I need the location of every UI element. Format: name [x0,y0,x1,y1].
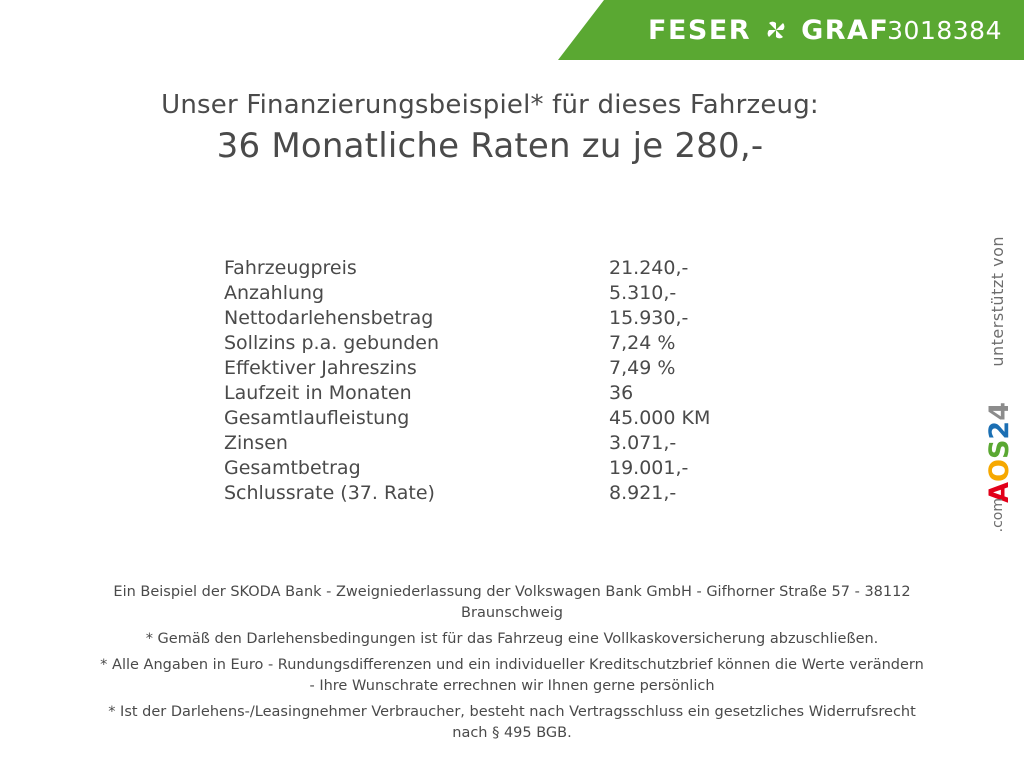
footnote-line-6: * Ist der Darlehens-/Leasingnehmer Verbraucher, besteht nach Vertragsschluss ein gesetzliches Widerrufsrecht [108,704,916,720]
footnote-line-3: * Gemäß den Darlehensbedingungen ist für das Fahrzeug eine Vollkaskoversicherung abzuschließen. [145,631,879,647]
row-label: Zinsen [224,432,288,454]
aos24-logo [984,402,1015,503]
four-leaf-clover-icon [763,17,789,43]
table-row [224,256,859,281]
row-value: 5.310,- [609,282,677,304]
row-label: Fahrzeugpreis [224,257,357,279]
table-row [224,481,859,506]
row-value: 3.071,- [609,432,677,454]
table-row [224,381,859,406]
aos24-letter-o: O [984,459,1015,482]
reference-number: 3018384 [887,16,1002,45]
table-row [224,356,859,381]
finance-table [224,256,859,506]
brand-name-left: FESER [648,14,752,46]
row-value: 8.921,- [609,482,677,504]
table-row [224,456,859,481]
footnote-line-7: nach § 495 BGB. [452,725,572,741]
row-value: 7,24 % [609,332,676,354]
row-label: Laufzeit in Monaten [224,382,412,404]
row-value: 7,49 % [609,357,676,379]
row-label: Sollzins p.a. gebunden [224,332,439,354]
aos24-letter-4: 4 [984,402,1015,421]
table-row [224,306,859,331]
row-label: Anzahlung [224,282,325,304]
side-branding [984,236,1018,536]
footnote-line-2: Braunschweig [461,605,563,621]
row-label: Gesamtlaufleistung [224,407,410,429]
row-label: Effektiver Jahreszins [224,357,417,379]
aos24-letter-s: S [984,439,1015,460]
row-value: 15.930,- [609,307,689,329]
aos24-letter-a: A [984,482,1015,503]
brand-logo [648,15,889,46]
row-value: 19.001,- [609,457,689,479]
row-label: Gesamtbetrag [224,457,361,479]
header-bar [604,0,1024,60]
row-value: 45.000 KM [609,407,711,429]
table-row [224,406,859,431]
table-row [224,431,859,456]
table-row [224,281,859,306]
brand-name-right: GRAF [801,14,890,46]
row-label: Nettodarlehensbetrag [224,307,434,329]
page-title [0,90,980,166]
table-row [224,331,859,356]
row-label: Schlussrate (37. Rate) [224,482,435,504]
title-subheading: Unser Finanzierungsbeispiel* für dieses Fahrzeug: [161,90,819,120]
footnotes [0,583,1024,745]
footnote-line-1: Ein Beispiel der SKODA Bank - Zweigniederlassung der Volkswagen Bank GmbH - Gifhorner Straße 57 - 38112 [113,584,911,600]
aos24-domain-suffix: .com [990,498,1006,533]
footnote-line-5: - Ihre Wunschrate errechnen wir Ihnen gerne persönlich [309,678,715,694]
title-heading: 36 Monatliche Raten zu je 280,- [216,126,764,166]
supported-by-label: unterstützt von [988,236,1007,367]
aos24-letter-2: 2 [984,420,1015,440]
footnote-line-4: * Alle Angaben in Euro - Rundungsdifferenzen und ein individueller Kreditschutzbrief können die Werte verändern [100,657,924,673]
row-value: 36 [609,382,634,404]
row-value: 21.240,- [609,257,689,279]
